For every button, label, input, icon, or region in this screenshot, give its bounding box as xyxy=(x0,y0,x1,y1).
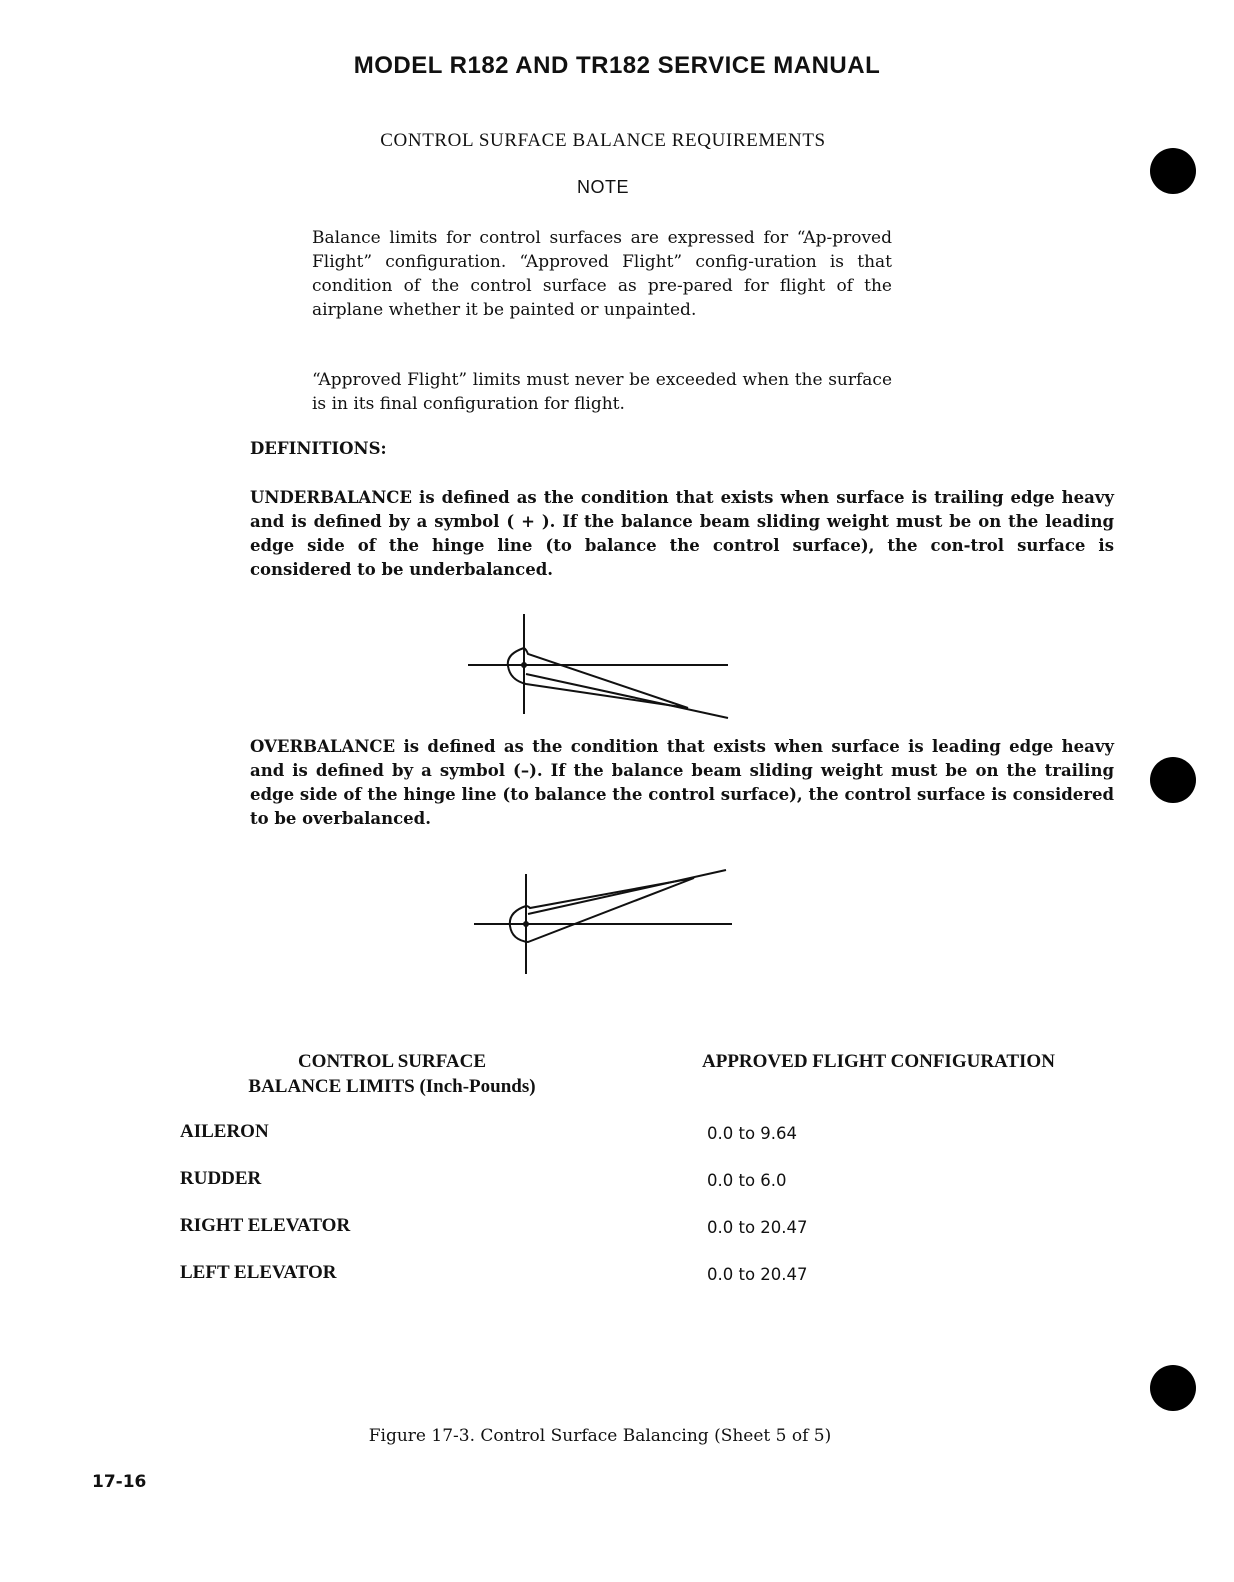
definitions-heading: DEFINITIONS: xyxy=(250,439,387,458)
table-row-surface: RIGHT ELEVATOR xyxy=(180,1215,351,1236)
table-row-surface: AILERON xyxy=(180,1121,269,1142)
table-row-surface: LEFT ELEVATOR xyxy=(180,1262,337,1283)
note-paragraph-2: “Approved Flight” limits must never be exceeded when the surface is in its final configuration for flight. xyxy=(312,370,892,414)
figure-caption: Figure 17-3. Control Surface Balancing (Sheet 5 of 5) xyxy=(368,1426,832,1446)
overbalance-text: is defined as the condition that exists when surface is leading edge heavy and is defined by a symbol (–). If the balance beam sliding weight must be on the trailing edge side of the hinge line (to balance the control surface), the control surface is considered to be overbalanced. xyxy=(250,737,1114,828)
control-surface-outline xyxy=(508,648,688,708)
underbalance-text: is defined as the condition that exists when surface is trailing edge heavy and is defined by a symbol ( + ). If the balance beam sliding weight must be on the leading edge side of the hinge line (to balance the control surface), the con-trol surface is considered to be underbalanced. xyxy=(250,488,1114,579)
underbalance-definition xyxy=(250,486,1114,582)
underbalance-diagram xyxy=(460,610,740,722)
hinge-point xyxy=(521,662,527,668)
table-header-line-2: BALANCE LIMITS (Inch-Pounds) xyxy=(248,1076,536,1097)
underbalance-term: UNDERBALANCE xyxy=(250,488,413,507)
overbalance-term: OVERBALANCE xyxy=(250,737,396,756)
table-row-limit: 0.0 to 6.0 xyxy=(707,1171,787,1190)
control-surface-outline xyxy=(510,878,694,942)
overbalance-diagram xyxy=(466,866,746,978)
table-row-limit: 0.0 to 20.47 xyxy=(707,1218,808,1237)
binder-hole-bottom xyxy=(1150,1365,1196,1411)
leading-line xyxy=(528,870,726,914)
table-header-control-surface xyxy=(180,1049,604,1099)
table-row-limit: 0.0 to 9.64 xyxy=(707,1124,798,1143)
table-header-approved-flight: APPROVED FLIGHT CONFIGURATION xyxy=(702,1051,1055,1072)
note-heading: NOTE xyxy=(576,177,629,197)
section-title: CONTROL SURFACE BALANCE REQUIREMENTS xyxy=(380,130,826,151)
trailing-edge-line xyxy=(526,674,728,718)
table-header-line-1: CONTROL SURFACE xyxy=(297,1051,487,1072)
binder-hole-middle xyxy=(1150,757,1196,803)
overbalance-definition xyxy=(250,735,1114,831)
table-row-limit: 0.0 to 20.47 xyxy=(707,1265,808,1284)
page-number: 17-16 xyxy=(92,1472,147,1492)
table-row-surface: RUDDER xyxy=(180,1168,262,1189)
manual-title: MODEL R182 AND TR182 SERVICE MANUAL xyxy=(353,52,881,79)
note-paragraph-1: Balance limits for control surfaces are expressed for “Ap-proved Flight” configuration. “Approved Flight” config-uration is that condition of the control surface as pre-pared for flight of the airplane whether it be painted or unpainted. xyxy=(312,228,892,320)
hinge-point xyxy=(523,921,529,927)
